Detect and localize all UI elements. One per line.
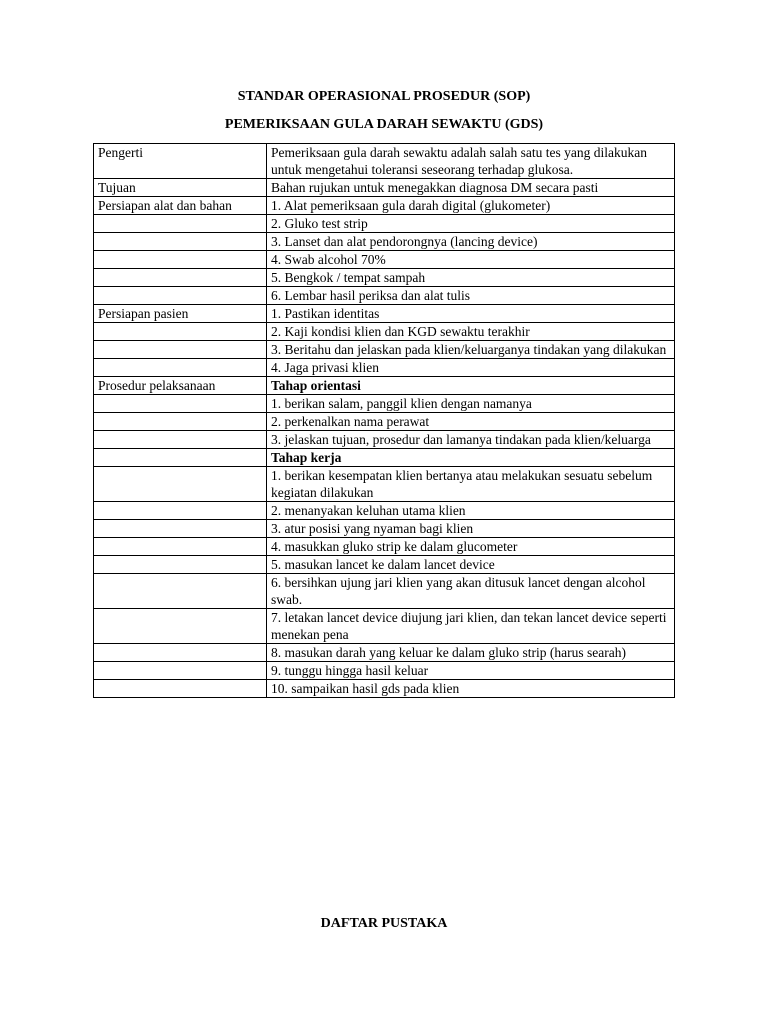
table-row <box>94 502 675 520</box>
row-content-cell: 2. Gluko test strip <box>267 215 675 233</box>
row-content-cell: 10. sampaikan hasil gds pada klien <box>267 680 675 698</box>
row-label-cell <box>94 215 267 233</box>
table-row <box>94 609 675 644</box>
row-label-cell <box>94 233 267 251</box>
row-label-cell <box>94 251 267 269</box>
row-label-cell <box>94 538 267 556</box>
row-content-cell: 2. Kaji kondisi klien dan KGD sewaktu terakhir <box>267 323 675 341</box>
row-content-cell: 6. bersihkan ujung jari klien yang akan ditusuk lancet dengan alcohol swab. <box>267 574 675 609</box>
row-label-cell <box>94 287 267 305</box>
table-row <box>94 467 675 502</box>
sop-table <box>93 143 675 698</box>
table-row <box>94 233 675 251</box>
row-content-cell: 9. tunggu hingga hasil keluar <box>267 662 675 680</box>
row-content-cell: 8. masukan darah yang keluar ke dalam gluko strip (harus searah) <box>267 644 675 662</box>
row-content-cell: 5. Bengkok / tempat sampah <box>267 269 675 287</box>
row-content-cell: 4. masukkan gluko strip ke dalam glucometer <box>267 538 675 556</box>
row-content-cell: 1. berikan salam, panggil klien dengan namanya <box>267 395 675 413</box>
section-heading-cell: Tahap orientasi <box>267 377 675 395</box>
table-row <box>94 556 675 574</box>
row-content-cell: Pemeriksaan gula darah sewaktu adalah salah satu tes yang dilakukan untuk mengetahui toleransi seseorang terhadap glukosa. <box>267 144 675 179</box>
row-label-cell <box>94 609 267 644</box>
row-content-cell: 4. Swab alcohol 70% <box>267 251 675 269</box>
row-content-cell: 7. letakan lancet device diujung jari klien, dan tekan lancet device seperti menekan pena <box>267 609 675 644</box>
row-label-cell <box>94 556 267 574</box>
row-label-cell <box>94 502 267 520</box>
row-content-cell: 1. berikan kesempatan klien bertanya atau melakukan sesuatu sebelum kegiatan dilakukan <box>267 467 675 502</box>
table-row <box>94 431 675 449</box>
table-row <box>94 179 675 197</box>
row-content-cell: 3. jelaskan tujuan, prosedur dan lamanya tindakan pada klien/keluarga <box>267 431 675 449</box>
table-row <box>94 251 675 269</box>
table-row <box>94 197 675 215</box>
row-label-cell <box>94 341 267 359</box>
row-content-cell: 2. perkenalkan nama perawat <box>267 413 675 431</box>
row-content-cell: 2. menanyakan keluhan utama klien <box>267 502 675 520</box>
table-row <box>94 323 675 341</box>
section-heading-cell: Tahap kerja <box>267 449 675 467</box>
table-row <box>94 287 675 305</box>
row-label-cell <box>94 680 267 698</box>
row-content-cell: 1. Pastikan identitas <box>267 305 675 323</box>
row-label-cell <box>94 520 267 538</box>
document-subtitle: PEMERIKSAAN GULA DARAH SEWAKTU (GDS) <box>224 117 544 132</box>
row-label-cell: Prosedur pelaksanaan <box>94 377 267 395</box>
table-row <box>94 449 675 467</box>
row-label-cell <box>94 574 267 609</box>
row-content-cell: 3. Lanset dan alat pendorongnya (lancing device) <box>267 233 675 251</box>
table-row <box>94 215 675 233</box>
row-content-cell: 3. Beritahu dan jelaskan pada klien/keluarganya tindakan yang dilakukan <box>267 341 675 359</box>
row-label-cell <box>94 449 267 467</box>
row-label-cell <box>94 395 267 413</box>
row-content-cell: 6. Lembar hasil periksa dan alat tulis <box>267 287 675 305</box>
table-row <box>94 644 675 662</box>
table-row <box>94 269 675 287</box>
table-row <box>94 377 675 395</box>
row-content-cell: 3. atur posisi yang nyaman bagi klien <box>267 520 675 538</box>
row-label-cell <box>94 323 267 341</box>
row-label-cell: Persiapan pasien <box>94 305 267 323</box>
row-label-cell <box>94 269 267 287</box>
table-row <box>94 144 675 179</box>
row-content-cell: 5. masukan lancet ke dalam lancet device <box>267 556 675 574</box>
row-content-cell: 1. Alat pemeriksaan gula darah digital (glukometer) <box>267 197 675 215</box>
references-heading: DAFTAR PUSTAKA <box>320 916 448 931</box>
sop-table-body <box>94 144 675 698</box>
table-row <box>94 662 675 680</box>
table-row <box>94 520 675 538</box>
row-content-cell: Bahan rujukan untuk menegakkan diagnosa DM secara pasti <box>267 179 675 197</box>
row-label-cell <box>94 662 267 680</box>
table-row <box>94 574 675 609</box>
row-label-cell: Persiapan alat dan bahan <box>94 197 267 215</box>
table-row <box>94 413 675 431</box>
row-label-cell: Pengerti <box>94 144 267 179</box>
document-title: STANDAR OPERASIONAL PROSEDUR (SOP) <box>237 89 531 104</box>
row-label-cell <box>94 431 267 449</box>
table-row <box>94 538 675 556</box>
row-label-cell <box>94 413 267 431</box>
table-row <box>94 305 675 323</box>
row-label-cell <box>94 644 267 662</box>
row-label-cell <box>94 359 267 377</box>
table-row <box>94 341 675 359</box>
table-row <box>94 395 675 413</box>
row-label-cell <box>94 467 267 502</box>
row-content-cell: 4. Jaga privasi klien <box>267 359 675 377</box>
table-row <box>94 359 675 377</box>
row-label-cell: Tujuan <box>94 179 267 197</box>
table-row <box>94 680 675 698</box>
